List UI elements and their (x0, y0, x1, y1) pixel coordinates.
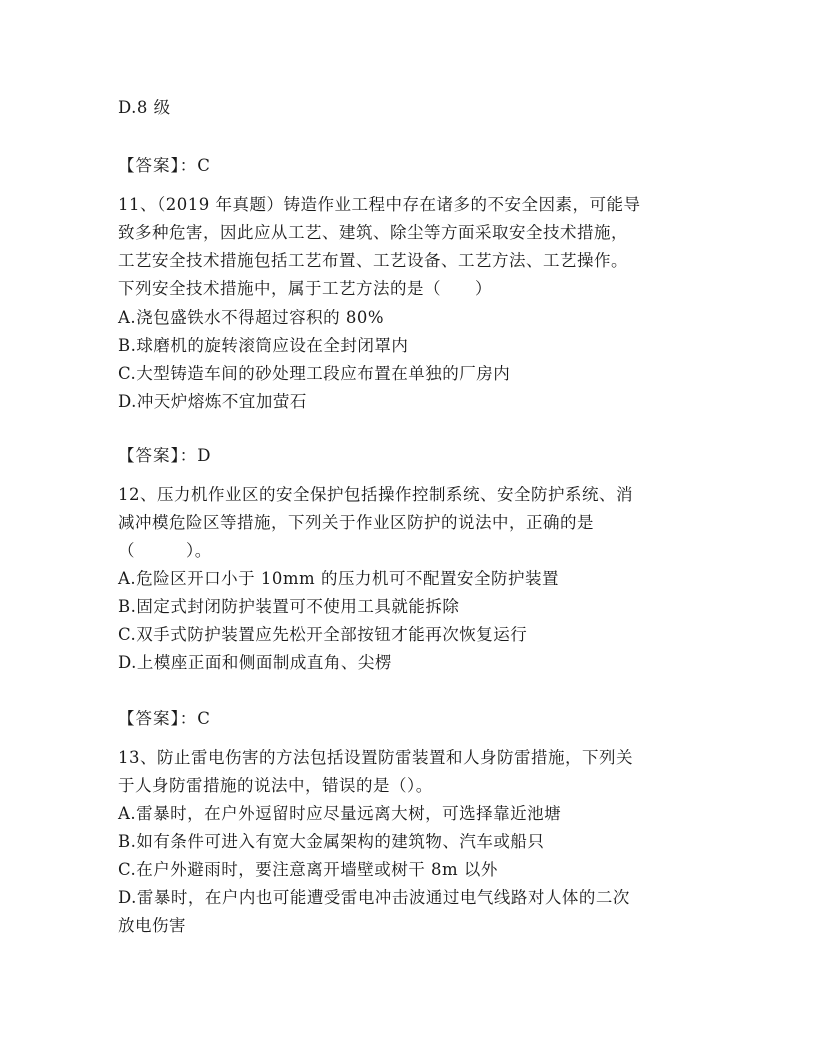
q13-stem-line-1: 13、防止雷电伤害的方法包括设置防雷装置和人身防雷措施，下列关 (118, 748, 633, 767)
q12-stem-line-2: 减冲模危险区等措施，下列关于作业区防护的说法中，正确的是 (118, 513, 594, 532)
q13-option-d-line-2: 放电伤害 (118, 916, 186, 935)
q11-option-a: A.浇包盛铁水不得超过容积的 80% (118, 308, 385, 327)
q13-option-b: B.如有条件可进入有宽大金属架构的建筑物、汽车或船只 (118, 832, 545, 851)
q11-stem-line-4: 下列安全技术措施中，属于工艺方法的是（ ） (118, 279, 492, 298)
q11-stem-line-1: 11、（2019 年真题）铸造作业工程中存在诸多的不安全因素，可能导 (118, 195, 641, 214)
q12-option-a: A.危险区开口小于 10mm 的压力机可不配置安全防护装置 (118, 569, 559, 588)
q13-option-a: A.雷暴时，在户外逗留时应尽量远离大树，可选择靠近池塘 (118, 804, 562, 823)
q12-option-b: B.固定式封闭防护装置可不使用工具就能拆除 (118, 597, 460, 616)
q11-option-b: B.球磨机的旋转滚筒应设在全封闭罩内 (118, 336, 409, 355)
q12-stem-line-1: 12、压力机作业区的安全保护包括操作控制系统、安全防护系统、消 (118, 485, 633, 504)
prev-option-d: D.8 级 (118, 98, 171, 117)
q11-option-d: D.冲天炉熔炼不宜加萤石 (118, 392, 307, 411)
q11-stem-line-2: 致多种危害，因此应从工艺、建筑、除尘等方面采取安全技术措施， (118, 223, 628, 242)
q12-option-c: C.双手式防护装置应先松开全部按钮才能再次恢复运行 (118, 625, 528, 644)
q12-stem-line-3: （ ）。 (118, 541, 212, 560)
prev-answer: 【答案】：C (118, 156, 211, 175)
q13-option-d-line-1: D.雷暴时，在户内也可能遭受雷电冲击波通过电气线路对人体的二次 (118, 888, 630, 907)
q11-answer: 【答案】：D (118, 446, 212, 465)
q12-option-d: D.上模座正面和侧面制成直角、尖楞 (118, 653, 392, 672)
q11-stem-line-3: 工艺安全技术措施包括工艺布置、工艺设备、工艺方法、工艺操作。 (118, 251, 628, 270)
q13-option-c: C.在户外避雨时，要注意离开墙壁或树干 8m 以外 (118, 860, 498, 879)
q13-stem-line-2: 于人身防雷措施的说法中，错误的是（）。 (118, 776, 433, 795)
q11-option-c: C.大型铸造车间的砂处理工段应布置在单独的厂房内 (118, 364, 511, 383)
q12-answer: 【答案】：C (118, 709, 211, 728)
